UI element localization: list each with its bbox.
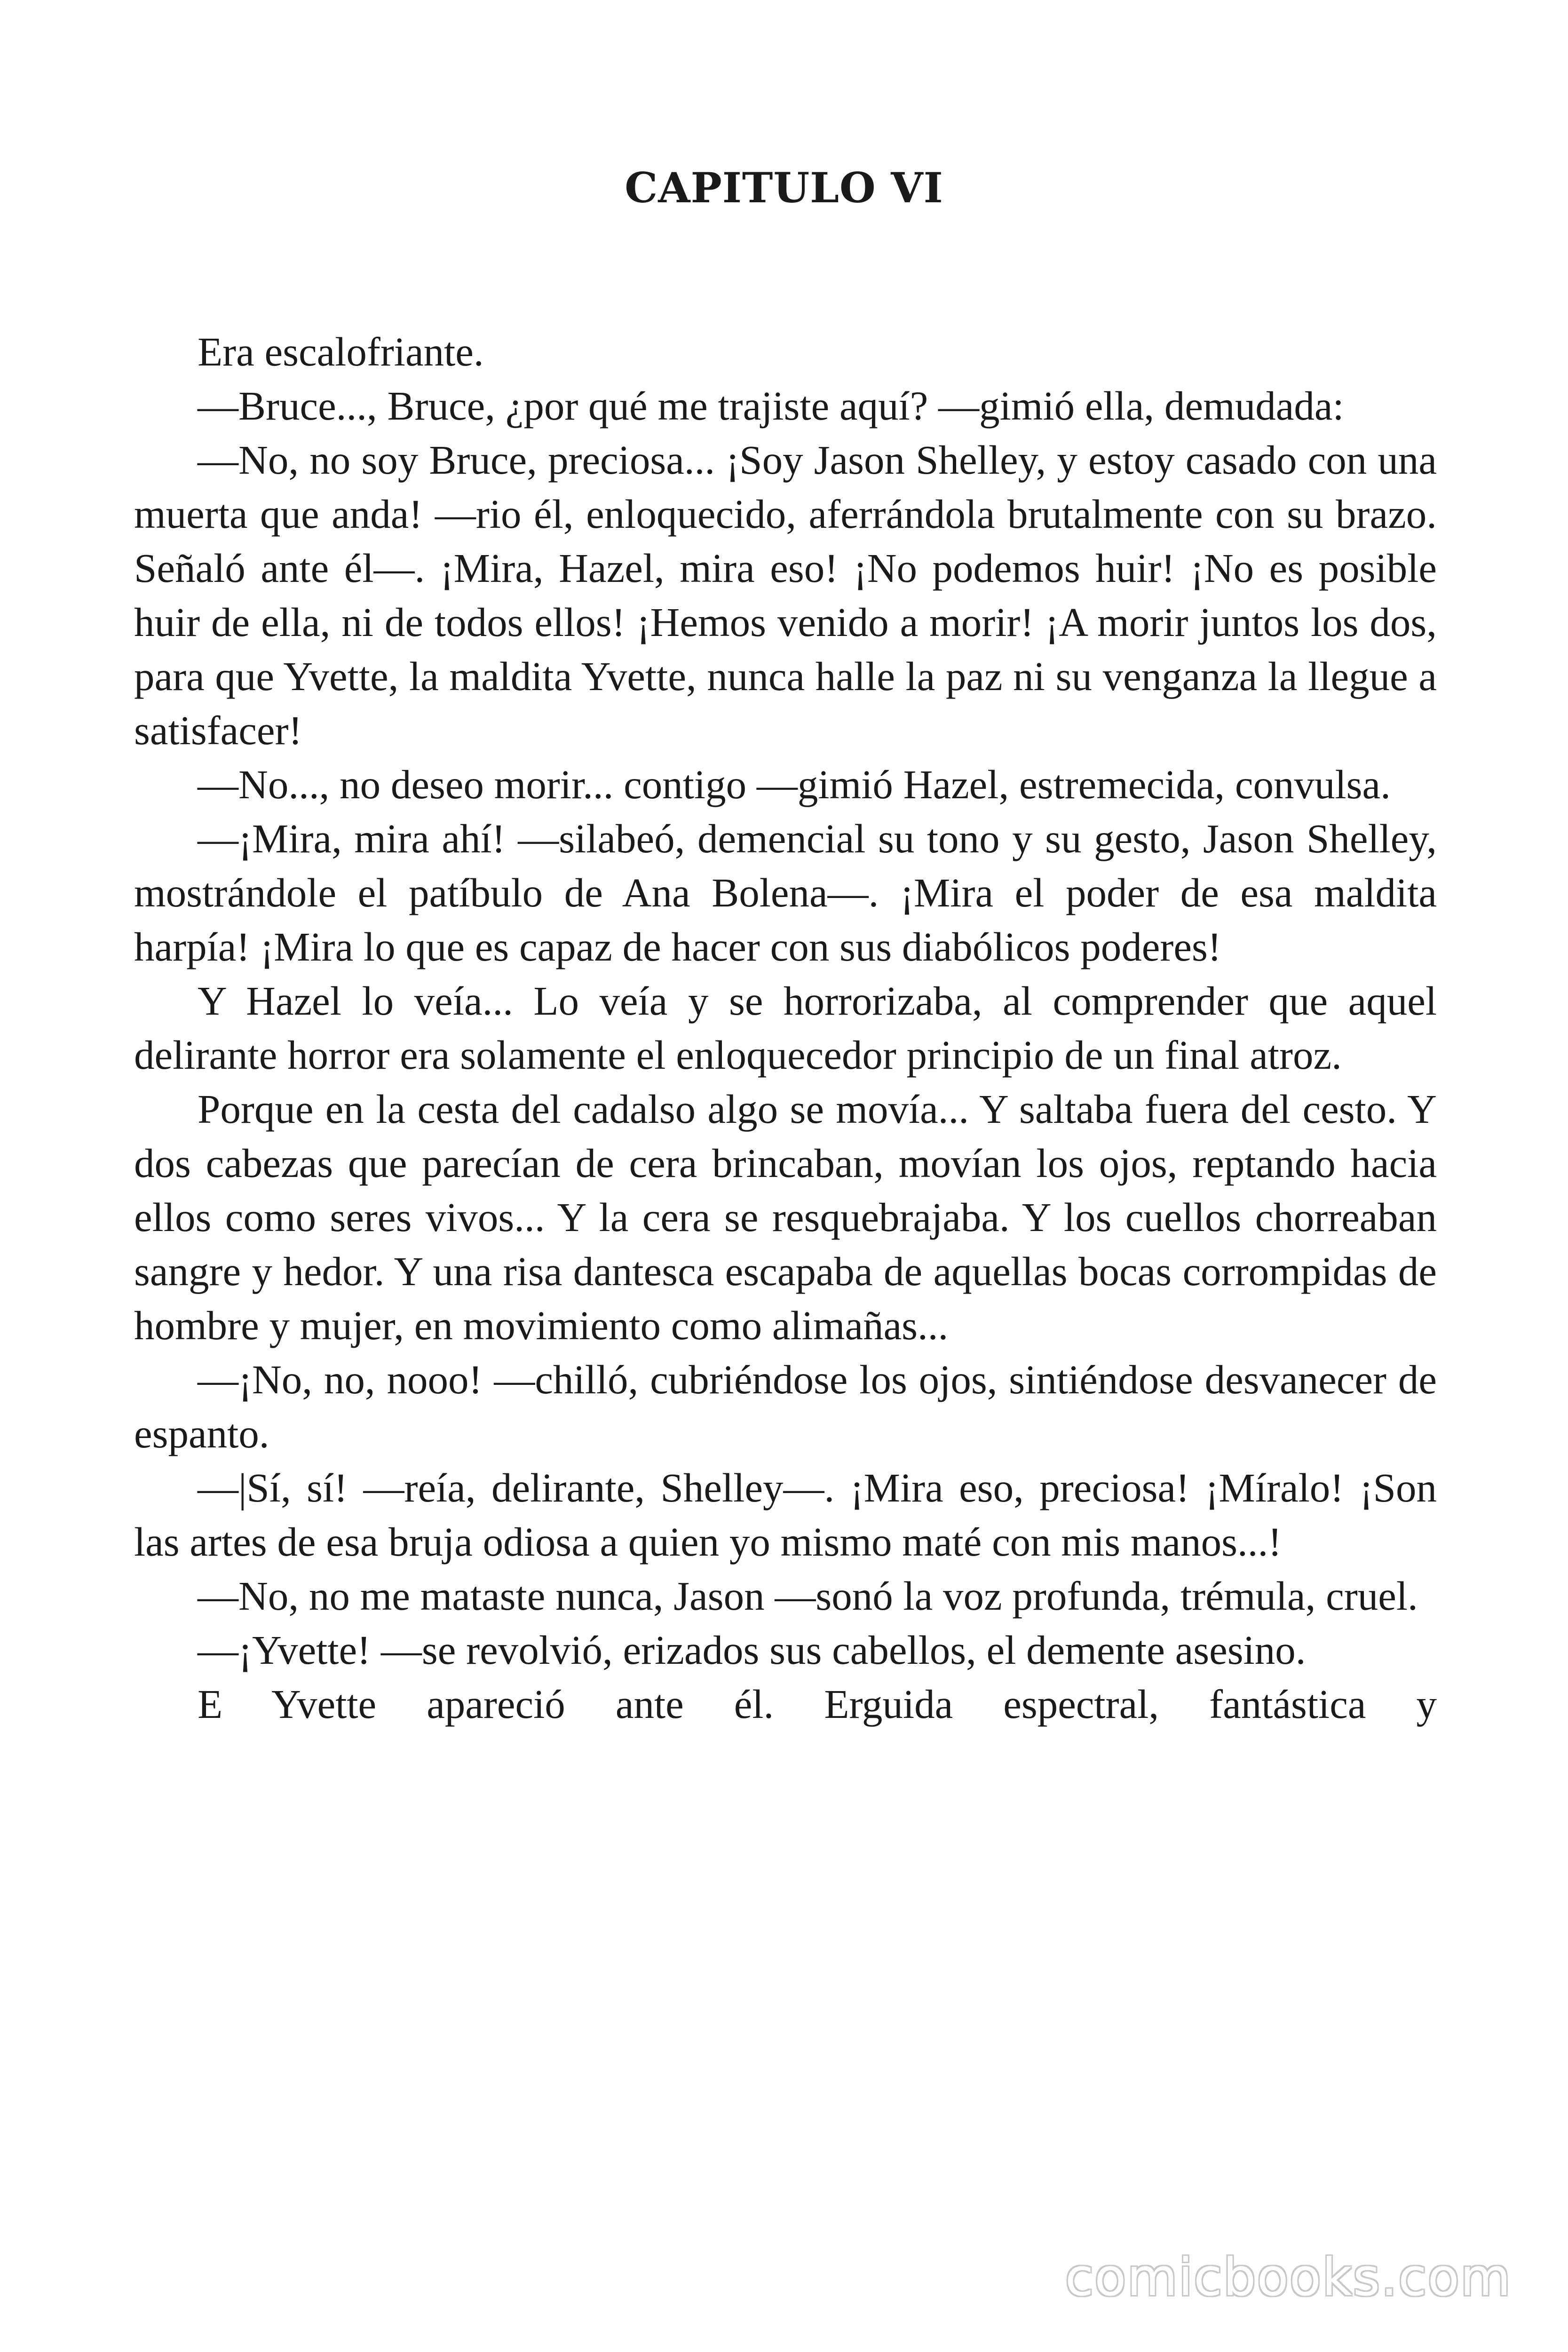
paragraph: —No..., no deseo morir... contigo —gimió Hazel, estremecida, convulsa.	[198, 762, 1391, 807]
paragraph: —¡Yvette! —se revolvió, erizados sus cabellos, el demente asesino.	[198, 1627, 1306, 1673]
chapter-body	[134, 325, 1437, 1731]
paragraph: Era escalofriante.	[198, 329, 484, 374]
paragraph: —No, no soy Bruce, preciosa... ¡Soy Jason Shelley, y estoy casado con una muerta que anda! —rio él, enloquecido, aferrándola brutalmente con su brazo. Señaló ante él—. ¡Mira, Hazel, mira eso! ¡No podemos huir! ¡No es posible huir de ella, ni de todos ellos! ¡Hemos venido a morir! ¡A morir juntos los dos, para que Yvette, la maldita Yvette, nunca halle la paz ni su venganza la llegue a satisfacer!	[134, 437, 1437, 753]
chapter-title: CAPITULO VI	[625, 163, 943, 212]
paragraph: E Yvette apareció ante él. Erguida espectral, fantástica y	[198, 1681, 1437, 1727]
paragraph: —|Sí, sí! —reía, delirante, Shelley—. ¡Mira eso, preciosa! ¡Míralo! ¡Son las artes de esa bruja odiosa a quien yo mismo maté con mis manos...!	[134, 1465, 1437, 1565]
paragraph: —Bruce..., Bruce, ¿por qué me trajiste aquí? —gimió ella, demudada:	[198, 383, 1344, 429]
watermark: comicbooks.com	[1065, 2247, 1512, 2307]
paragraph: Porque en la cesta del cadalso algo se movía... Y saltaba fuera del cesto. Y dos cabezas que parecían de cera brincaban, movían los ojos, reptando hacia ellos como seres vivos... Y la cera se resquebrajaba. Y los cuellos chorreaban sangre y hedor. Y una risa dantesca escapaba de aquellas bocas corrompidas de hombre y mujer, en movimiento como alimañas...	[134, 1086, 1437, 1348]
paragraph: —¡Mira, mira ahí! —silabeó, demencial su tono y su gesto, Jason Shelley, mostrándole el patíbulo de Ana Bolena—. ¡Mira el poder de esa maldita harpía! ¡Mira lo que es capaz de hacer con sus diabólicos poderes!	[134, 816, 1437, 969]
paragraph: —No, no me mataste nunca, Jason —sonó la voz profunda, trémula, cruel.	[198, 1573, 1418, 1619]
paragraph: —¡No, no, nooo! —chilló, cubriéndose los ojos, sintiéndose desvanecer de espanto.	[134, 1357, 1437, 1456]
paragraph: Y Hazel lo veía... Lo veía y se horrorizaba, al comprender que aquel delirante horror era solamente el enloquecedor principio de un final atroz.	[134, 978, 1437, 1078]
